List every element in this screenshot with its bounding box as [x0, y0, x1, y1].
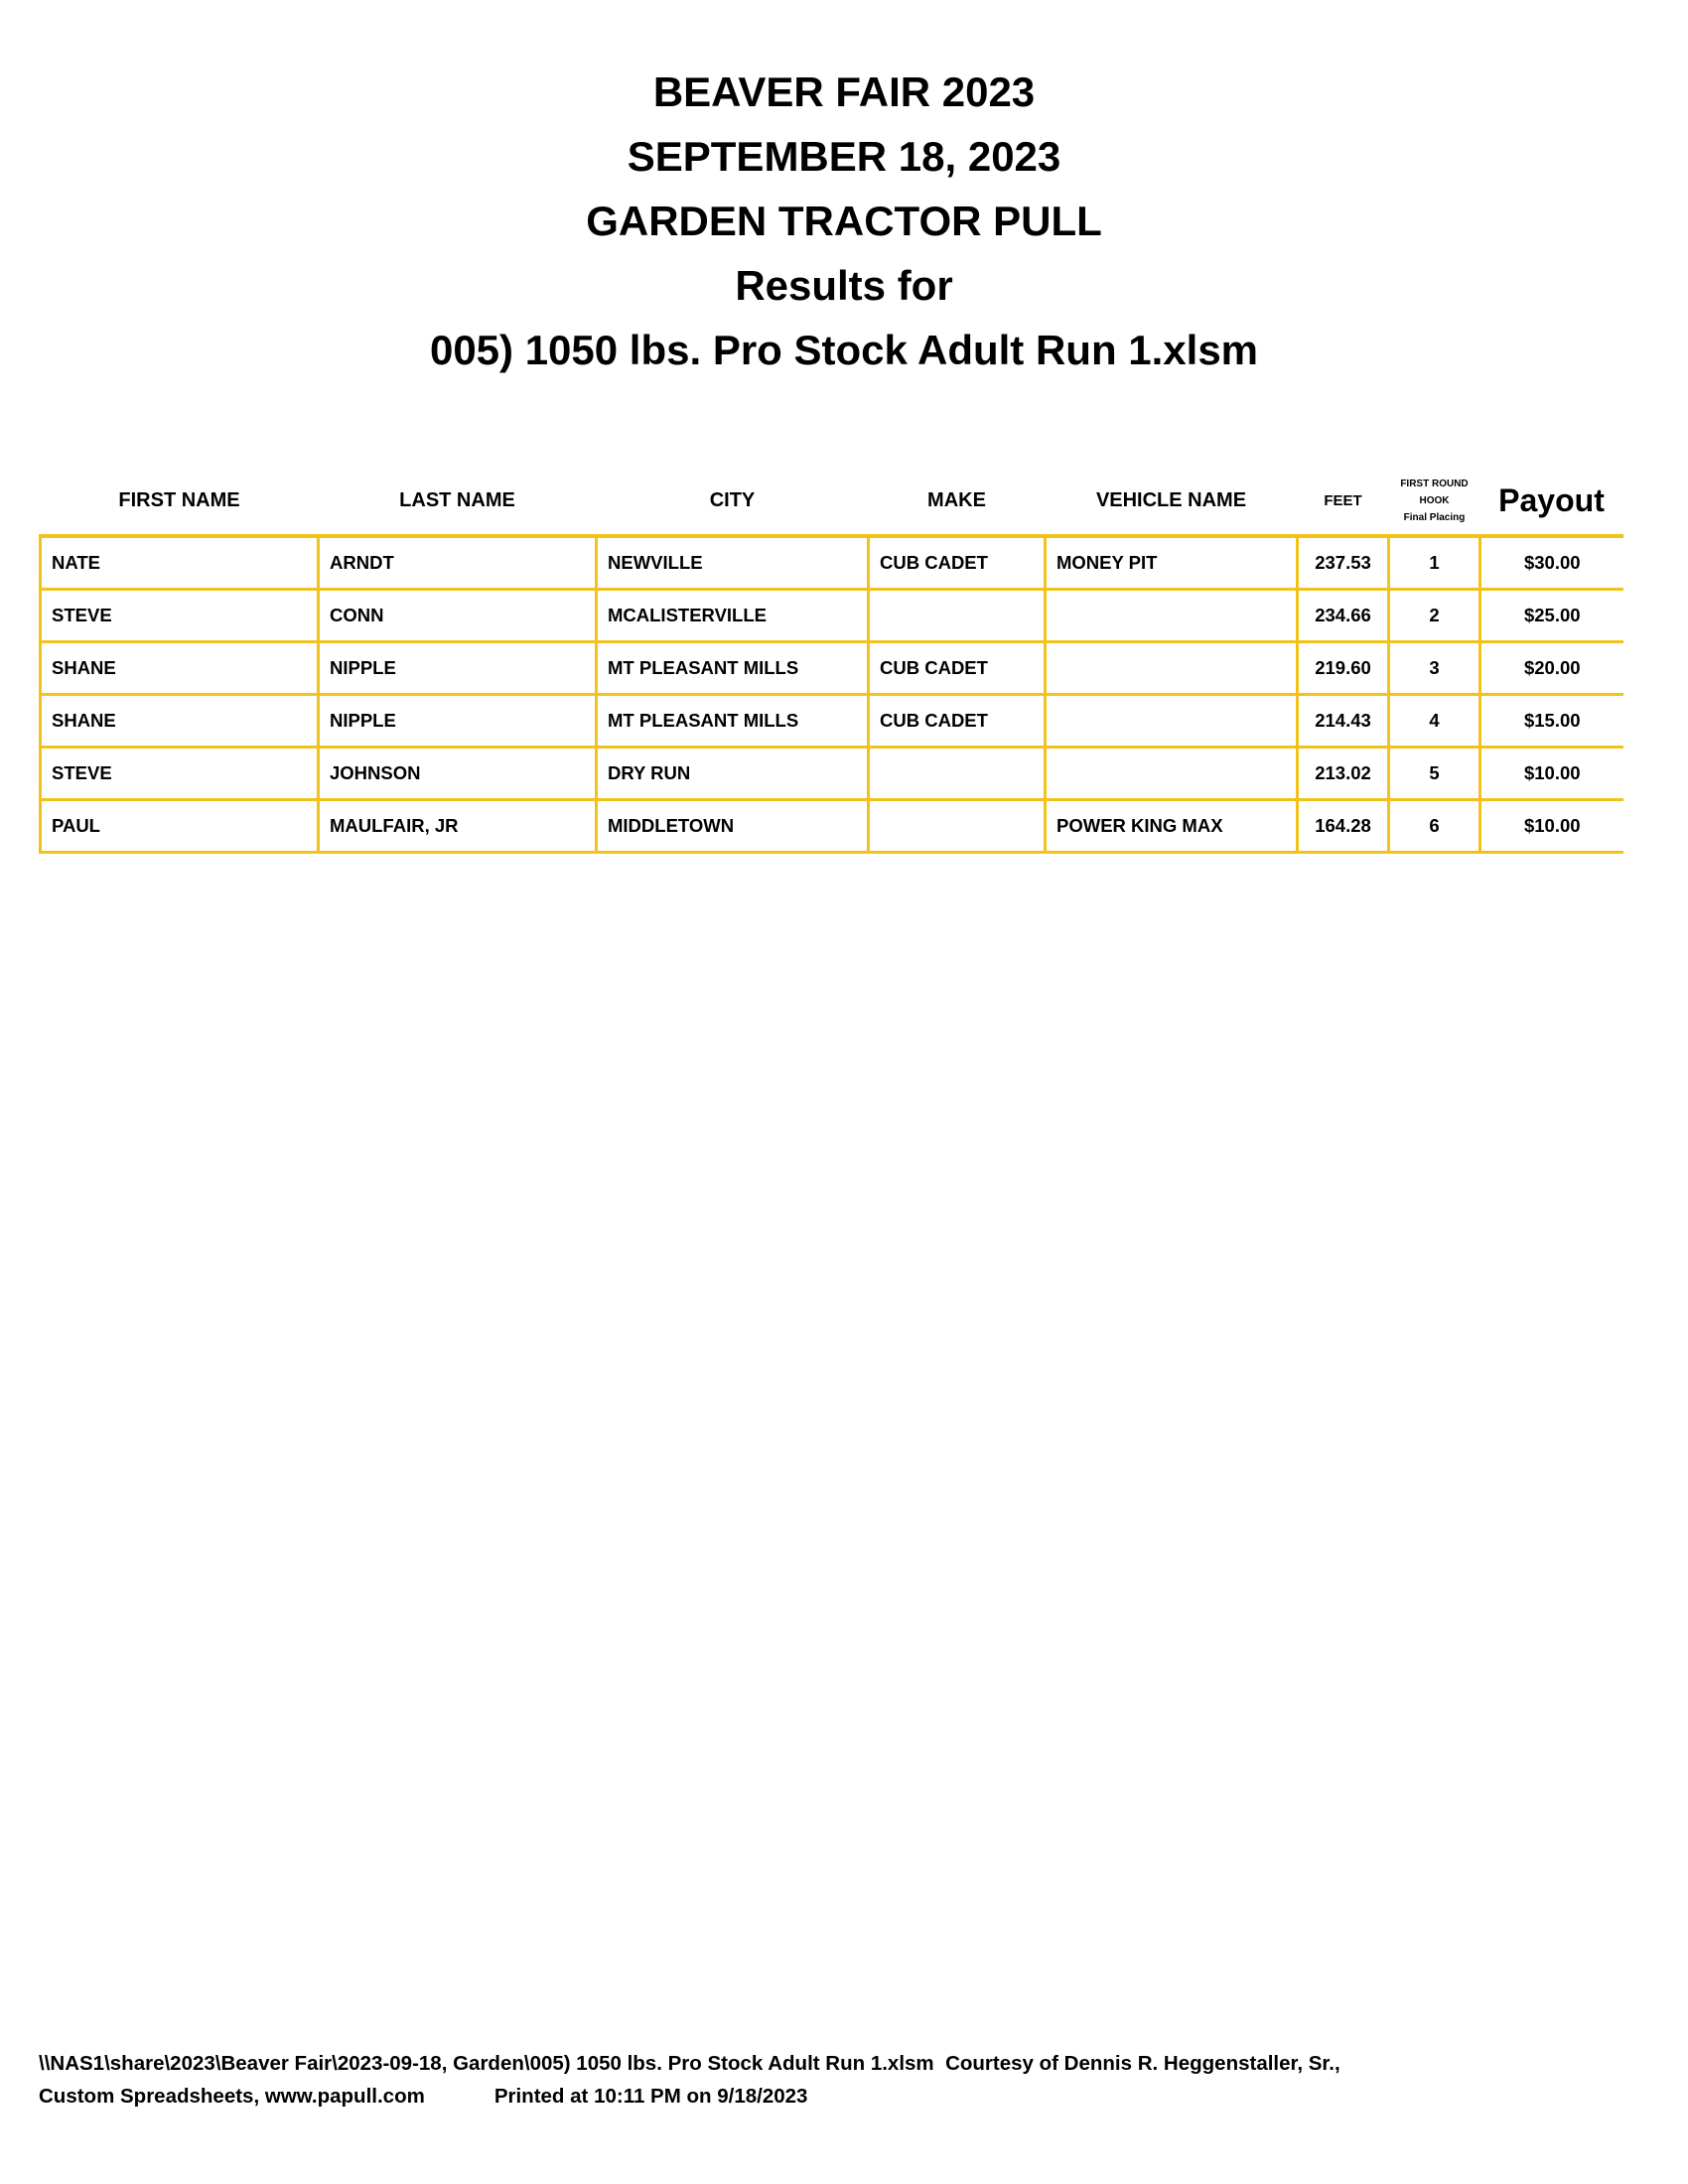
event-title: BEAVER FAIR 2023	[652, 68, 1036, 115]
footer-line-1	[39, 2047, 1667, 2080]
cell-place: 1	[1389, 536, 1480, 590]
cell-make	[869, 748, 1046, 800]
results-table	[39, 467, 1623, 854]
cell-feet: 234.66	[1298, 590, 1389, 642]
cell-payout: $10.00	[1480, 748, 1623, 800]
cell-city: MCALISTERVILLE	[597, 590, 869, 642]
col-hook-line1: FIRST ROUND	[1400, 478, 1469, 489]
printed-text: Printed at 10:11 PM on 9/18/2023	[493, 2085, 808, 2108]
cell-feet: 237.53	[1298, 536, 1389, 590]
cell-feet: 214.43	[1298, 695, 1389, 748]
table-row	[41, 536, 1623, 590]
cell-last-name: NIPPLE	[319, 695, 597, 748]
col-last-name: LAST NAME	[399, 488, 515, 511]
cell-first-name: STEVE	[41, 590, 319, 642]
cell-place: 6	[1389, 800, 1480, 853]
cell-feet: 219.60	[1298, 642, 1389, 695]
table-row	[41, 748, 1623, 800]
cell-last-name: MAULFAIR, JR	[319, 800, 597, 853]
cell-first-name: NATE	[41, 536, 319, 590]
cell-make: CUB CADET	[869, 536, 1046, 590]
cell-make: CUB CADET	[869, 695, 1046, 748]
cell-city: MT PLEASANT MILLS	[597, 695, 869, 748]
cell-place: 2	[1389, 590, 1480, 642]
company-text: Custom Spreadsheets, www.papull.com	[39, 2085, 425, 2108]
cell-city: NEWVILLE	[597, 536, 869, 590]
cell-vehicle-name: POWER KING MAX	[1046, 800, 1298, 853]
col-first-name: FIRST NAME	[118, 488, 240, 511]
header-row	[41, 467, 1623, 536]
cell-city: DRY RUN	[597, 748, 869, 800]
report-header	[0, 60, 1688, 382]
cell-payout: $20.00	[1480, 642, 1623, 695]
cell-vehicle-name	[1046, 590, 1298, 642]
cell-feet: 213.02	[1298, 748, 1389, 800]
col-hook-line3: Final Placing	[1403, 511, 1466, 523]
cell-vehicle-name	[1046, 642, 1298, 695]
cell-last-name: JOHNSON	[319, 748, 597, 800]
table-row	[41, 590, 1623, 642]
cell-vehicle-name	[1046, 748, 1298, 800]
event-type: GARDEN TRACTOR PULL	[586, 198, 1102, 244]
results-body	[41, 536, 1623, 853]
cell-first-name: PAUL	[41, 800, 319, 853]
footer-line-2	[39, 2080, 1667, 2113]
cell-city: MIDDLETOWN	[597, 800, 869, 853]
cell-first-name: SHANE	[41, 642, 319, 695]
cell-place: 5	[1389, 748, 1480, 800]
courtesy-text: Courtesy of Dennis R. Heggenstaller, Sr.,	[945, 2052, 1340, 2075]
cell-vehicle-name	[1046, 695, 1298, 748]
cell-city: MT PLEASANT MILLS	[597, 642, 869, 695]
cell-first-name: SHANE	[41, 695, 319, 748]
file-path: \\NAS1\share\2023\Beaver Fair\2023-09-18, Garden\005) 1050 lbs. Pro Stock Adult Run 1.xlsm	[39, 2052, 934, 2075]
cell-payout: $15.00	[1480, 695, 1623, 748]
cell-place: 3	[1389, 642, 1480, 695]
col-payout: Payout	[1498, 481, 1605, 518]
col-hook	[1389, 467, 1480, 536]
col-city: CITY	[709, 488, 756, 511]
cell-last-name: NIPPLE	[319, 642, 597, 695]
cell-make	[869, 800, 1046, 853]
footer	[39, 2047, 1667, 2113]
table-row	[41, 800, 1623, 853]
cell-place: 4	[1389, 695, 1480, 748]
cell-payout: $25.00	[1480, 590, 1623, 642]
cell-first-name: STEVE	[41, 748, 319, 800]
col-vehicle-name: VEHICLE NAME	[1095, 488, 1247, 511]
results-label: Results for	[735, 262, 953, 309]
col-hook-line2: HOOK	[1419, 494, 1450, 506]
cell-payout: $10.00	[1480, 800, 1623, 853]
class-title: 005) 1050 lbs. Pro Stock Adult Run 1.xlsm	[429, 327, 1259, 373]
cell-last-name: ARNDT	[319, 536, 597, 590]
table-row	[41, 695, 1623, 748]
cell-make: CUB CADET	[869, 642, 1046, 695]
cell-last-name: CONN	[319, 590, 597, 642]
cell-vehicle-name: MONEY PIT	[1046, 536, 1298, 590]
cell-make	[869, 590, 1046, 642]
col-make: MAKE	[927, 488, 986, 511]
cell-payout: $30.00	[1480, 536, 1623, 590]
cell-feet: 164.28	[1298, 800, 1389, 853]
event-date: SEPTEMBER 18, 2023	[627, 133, 1061, 180]
table-row	[41, 642, 1623, 695]
col-feet: FEET	[1324, 491, 1362, 509]
